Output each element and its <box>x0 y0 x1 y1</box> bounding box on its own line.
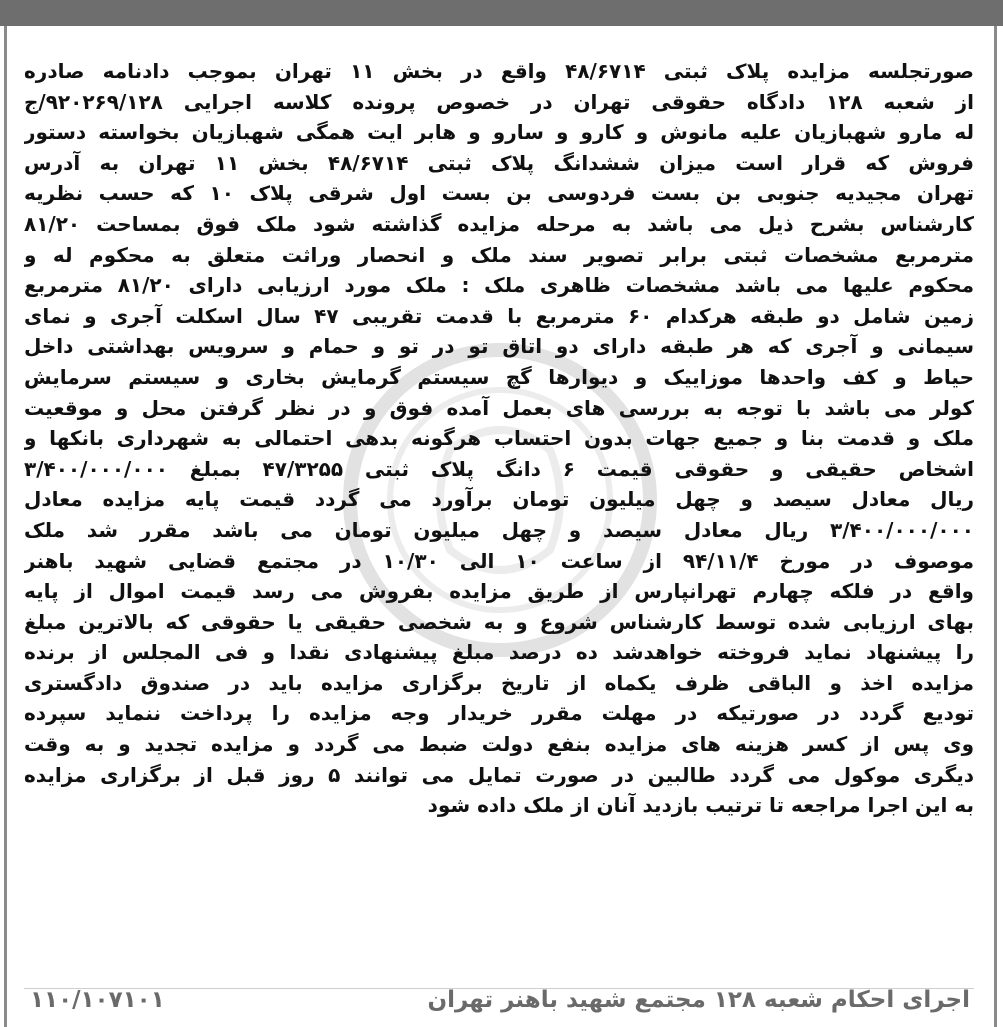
notice-line: تودیع گردد در صورتیکه در مهلت مقرر خریدار وجه مزایده را پرداخت ننماید سپرده <box>24 701 974 726</box>
notice-line: را پیشنهاد نماید فروخته خواهدشد ده درصد مبلغ پیشنهادی نقدا و فی المجلس از برنده <box>24 640 974 665</box>
notice-line: زمین شامل دو طبقه هرکدام ۶۰ مترمربع با قدمت تقریبی ۴۷ سال اسکلت آجری و نمای <box>24 303 974 328</box>
notice-line: مزایده اخذ و الباقی ظرف یکماه از تاریخ برگزاری مزایده باید در صندوق دادگستری <box>24 670 974 695</box>
notice-line: اشخاص حقیقی و حقوقی قیمت ۶ دانگ پلاک ثبتی ۴۷/۳۲۵۵ بمبلغ ۳/۴۰۰/۰۰۰/۰۰۰ <box>24 456 974 481</box>
notice-line: ریال معادل سیصد و چهل میلیون تومان برآورد می گردد قیمت پایه مزایده معادل <box>24 487 974 512</box>
notice-line: له مارو شهبازیان علیه مانوش و کارو و سارو و هابر ایت همگی شهبازیان بخواسته دستور <box>24 120 974 145</box>
notice-line: واقع در فلکه چهارم تهرانپارس از طریق مزایده بفروش می رسد قیمت اموال از پایه <box>24 579 974 604</box>
footer-issuer: اجرای احکام شعبه ۱۲۸ مجتمع شهید باهنر تهران <box>427 987 970 1013</box>
notice-line: حیاط و کف واحدها موزاییک و دیوارها گچ سیستم گرمایش بخاری و سیستم سرمایش <box>24 364 974 389</box>
notice-line: به این اجرا مراجعه تا ترتیب بازدید آنان از ملک داده شود <box>427 793 974 818</box>
notice-line: ملک و قدمت بنا و جمیع جهات بدون احتساب هرگونه بدهی احتمالی به شهرداری بانکها و <box>24 426 974 451</box>
notice-line: کولر می باشد با توجه به بررسی های بعمل آمده فوق و در نظر گرفتن محل و موقعیت <box>24 395 974 420</box>
notice-line: تهران مجیدیه جنوبی بن بست فردوسی بن بست اول شرقی پلاک ۱۰ که حسب نظریه <box>24 181 974 206</box>
footer-code: ۱۱۰/۱۰۷۱۰۱ <box>30 987 165 1013</box>
notice-line: از شعبه ۱۲۸ دادگاه حقوقی تهران در خصوص پرونده کلاسه اجرایی ۹۲۰۲۶۹/۱۲۸/ج <box>24 89 974 114</box>
notice-line: ۳/۴۰۰/۰۰۰/۰۰۰ ریال معادل سیصد و چهل میلیون تومان می باشد مقرر شد ملک <box>24 517 974 542</box>
notice-line: فروش که قرار است میزان ششدانگ پلاک ثبتی ۴۸/۶۷۱۴ بخش ۱۱ تهران به آدرس <box>24 150 974 175</box>
notice-line: محکوم علیها می باشد مشخصات ظاهری ملک : ملک مورد ارزیابی دارای ۸۱/۲۰ مترمربع <box>24 273 974 298</box>
notice-body <box>24 56 974 821</box>
notice-line: وی پس از کسر هزینه های مزایده بنفع دولت ضبط می گردد و مزایده تجدید و به وقت <box>24 732 974 757</box>
notice-line: سیمانی و آجری که هر طبقه دارای دو اتاق تو در تو و حمام و سرویس بهداشتی داخل <box>24 334 974 359</box>
top-bar <box>0 0 1003 26</box>
notice-line: کارشناس بشرح ذیل می باشد به مرحله مزایده گذاشته شود ملک فوق بمساحت ۸۱/۲۰ <box>24 211 974 236</box>
notice-footer <box>24 982 974 1018</box>
notice-line: بهای ارزیابی شده توسط کارشناس شروع و به شخصی حقیقی یا حقوقی که بالاترین مبلغ <box>24 609 974 634</box>
notice-line: موصوف در مورخ ۹۴/۱۱/۴ از ساعت ۱۰ الی ۱۰/۳۰ در مجتمع قضایی شهید باهنر <box>24 548 974 573</box>
notice-line: مترمربع مشخصات ثبتی برابر تصویر سند ملک و انحصار وراثت متعلق به محکوم له و <box>24 242 974 267</box>
notice-line: دیگری موکول می گردد طالبین در صورت تمایل می توانند ۵ روز قبل از برگزاری مزایده <box>24 762 974 787</box>
notice-line: صورتجلسه مزایده پلاک ثبتی ۴۸/۶۷۱۴ واقع در بخش ۱۱ تهران بموجب دادنامه صادره <box>24 59 974 83</box>
